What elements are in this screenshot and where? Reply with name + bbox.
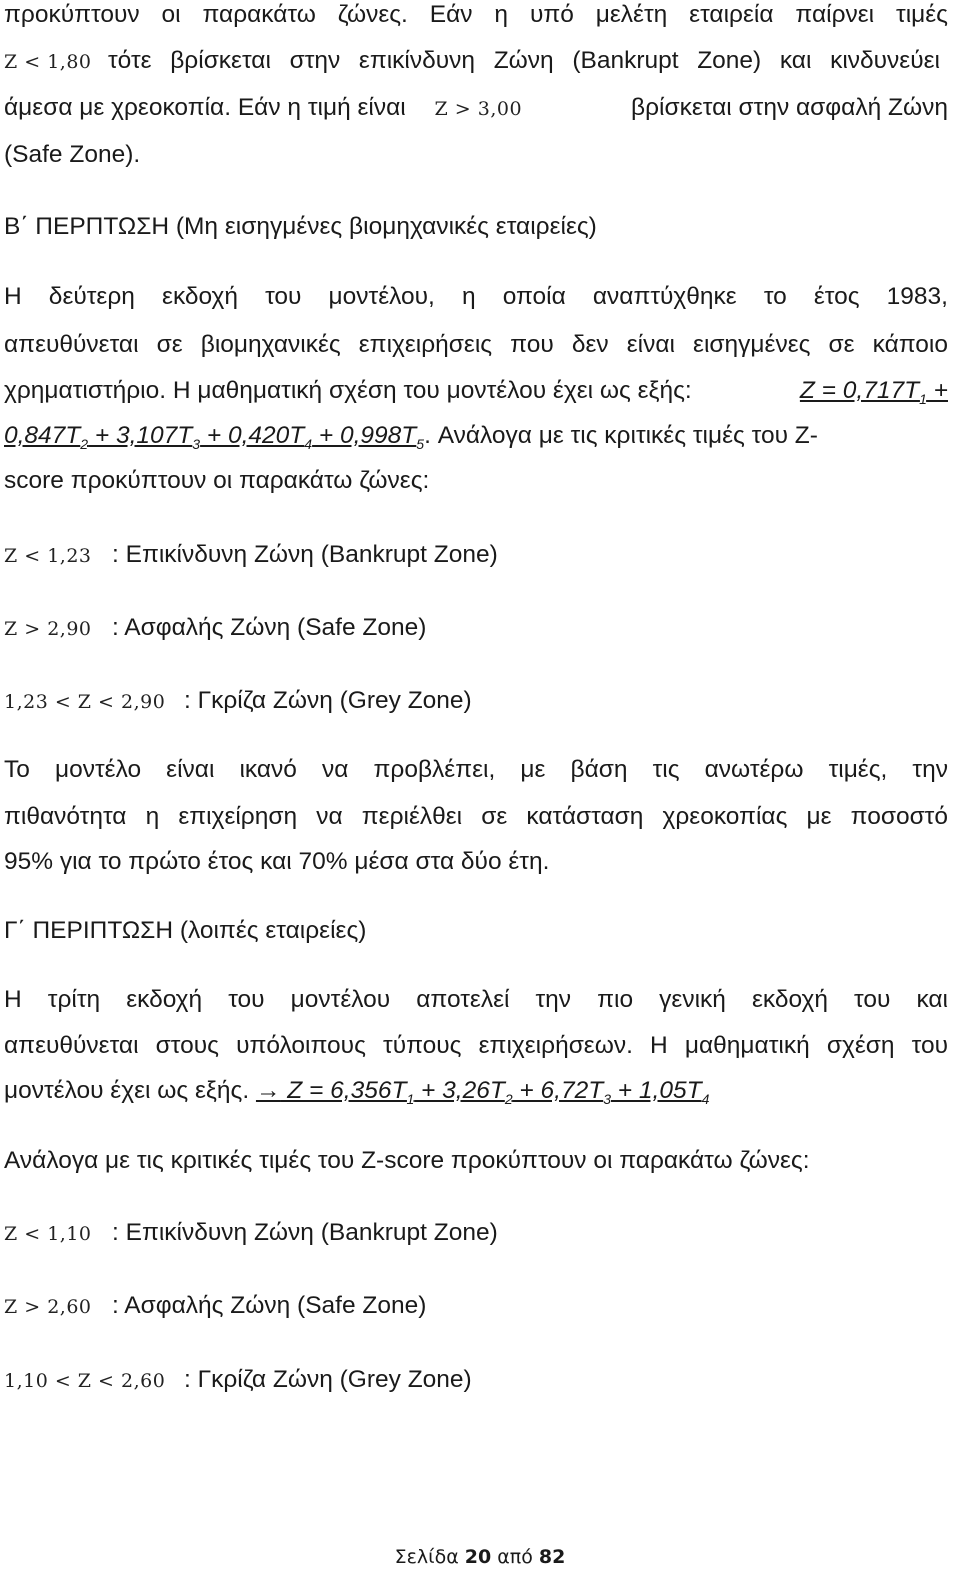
page-total: 82 [538,1546,566,1568]
page-footer [0,1546,960,1568]
text-line: απευθύνεται στους υπόλοιπους τύπους επιχειρήσεων. Η μαθηματική σχέση του [4,1032,948,1059]
zone-bankrupt [4,1218,498,1249]
inequality-image: Z < 1,10 [4,1223,92,1245]
text-line: (Safe Zone). [4,141,141,168]
text-line: Το μοντέλο είναι ικανό να προβλέπει, με βάση τις ανωτέρω τιμές, την [4,756,948,783]
formula: $Z = 0,717T_1$ + [799,377,948,407]
zone-label: : Γκρίζα Ζώνη (Grey Zone) [184,1366,472,1393]
inequality-image: Z > 2,90 [4,618,92,640]
inequality-image: Z < 1,80 [4,51,92,73]
text-line [4,421,948,459]
footer-middle: από [491,1546,539,1568]
text-line: Η δεύτερη εκδοχή του μοντέλου, η οποία αναπτύχθηκε το έτος 1983, [4,283,948,310]
inequality-image: Z > 2,60 [4,1296,92,1318]
arrow-icon: → [255,1077,281,1104]
text-span: μοντέλου έχει ως εξής. [4,1077,250,1104]
text-span: . Ανάλογα με τις κριτικές τιμές του Z- [424,422,818,449]
text-line [4,1076,948,1114]
text-line: Η τρίτη εκδοχή του μοντέλου αποτελεί την πιο γενική εκδοχή του και [4,986,948,1013]
zone-label: : Επικίνδυνη Ζώνη (Bankrupt Zone) [112,1219,498,1246]
text-span: άμεσα με χρεοκοπία. Εάν η τιμή είναι [4,94,406,121]
page-number: 20 [464,1546,492,1568]
text-line: score προκύπτουν οι παρακάτω ζώνες: [4,467,430,494]
text-line: πιθανότητα η επιχείρηση να περιέλθει σε κατάσταση χρεοκοπίας με ποσοστό [4,803,948,830]
text-line: απευθύνεται σε βιομηχανικές επιχειρήσεις που δεν είναι εισηγμένες σε κάποιο [4,331,948,358]
inequality-image: Z > 3,00 [434,98,523,120]
text-line: 95% για το πρώτο έτος και 70% μέσα στα δύο έτη. [4,848,550,875]
text-line: προκύπτουν οι παρακάτω ζώνες. Εάν η υπό μελέτη εταιρεία παίρνει τιμές [4,1,948,28]
inequality-image: 1,23 < Z < 2,90 [4,691,166,713]
text-span: χρηματιστήριο. Η μαθηματική σχέση του μοντέλου έχει ως εξής: [4,377,692,404]
zone-safe [4,613,426,644]
text-span: τότε βρίσκεται στην επικίνδυνη Ζώνη (Bankrupt Zone) και κινδυνεύει [108,47,940,74]
zone-label: : Γκρίζα Ζώνη (Grey Zone) [184,687,472,714]
zone-label: : Ασφαλής Ζώνη (Safe Zone) [112,1292,427,1319]
zone-safe [4,1291,426,1322]
zone-grey [4,686,472,717]
zone-label: : Επικίνδυνη Ζώνη (Bankrupt Zone) [112,541,498,568]
footer-prefix: Σελίδα [394,1546,465,1568]
formula: $Z = 6,356T_1 + 3,26T_2 + 6,72T_3 + 1,05T_4$ [280,1077,710,1107]
inequality-image: 1,10 < Z < 2,60 [4,1370,166,1392]
formula: $0,847T_2 + 3,107T_3 + 0,420T_4 + 0,998T_5$ [4,422,425,452]
zone-grey [4,1365,472,1396]
zone-bankrupt [4,540,498,571]
text-line [4,46,948,77]
text-line: Ανάλογα με τις κριτικές τιμές του Z-score προκύπτουν οι παρακάτω ζώνες: [4,1147,810,1174]
text-span: βρίσκεται στην ασφαλή Ζώνη [631,94,948,121]
text-line [4,93,948,124]
text-line [4,376,948,414]
section-heading: Β΄ ΠΕΡΠΤΩΣΗ (Μη εισηγμένες βιομηχανικές εταιρείες) [4,213,597,240]
section-heading: Γ΄ ΠΕΡΙΠΤΩΣΗ (λοιπές εταιρείες) [4,917,367,944]
zone-label: : Ασφαλής Ζώνη (Safe Zone) [112,614,427,641]
inequality-image: Z < 1,23 [4,545,92,567]
